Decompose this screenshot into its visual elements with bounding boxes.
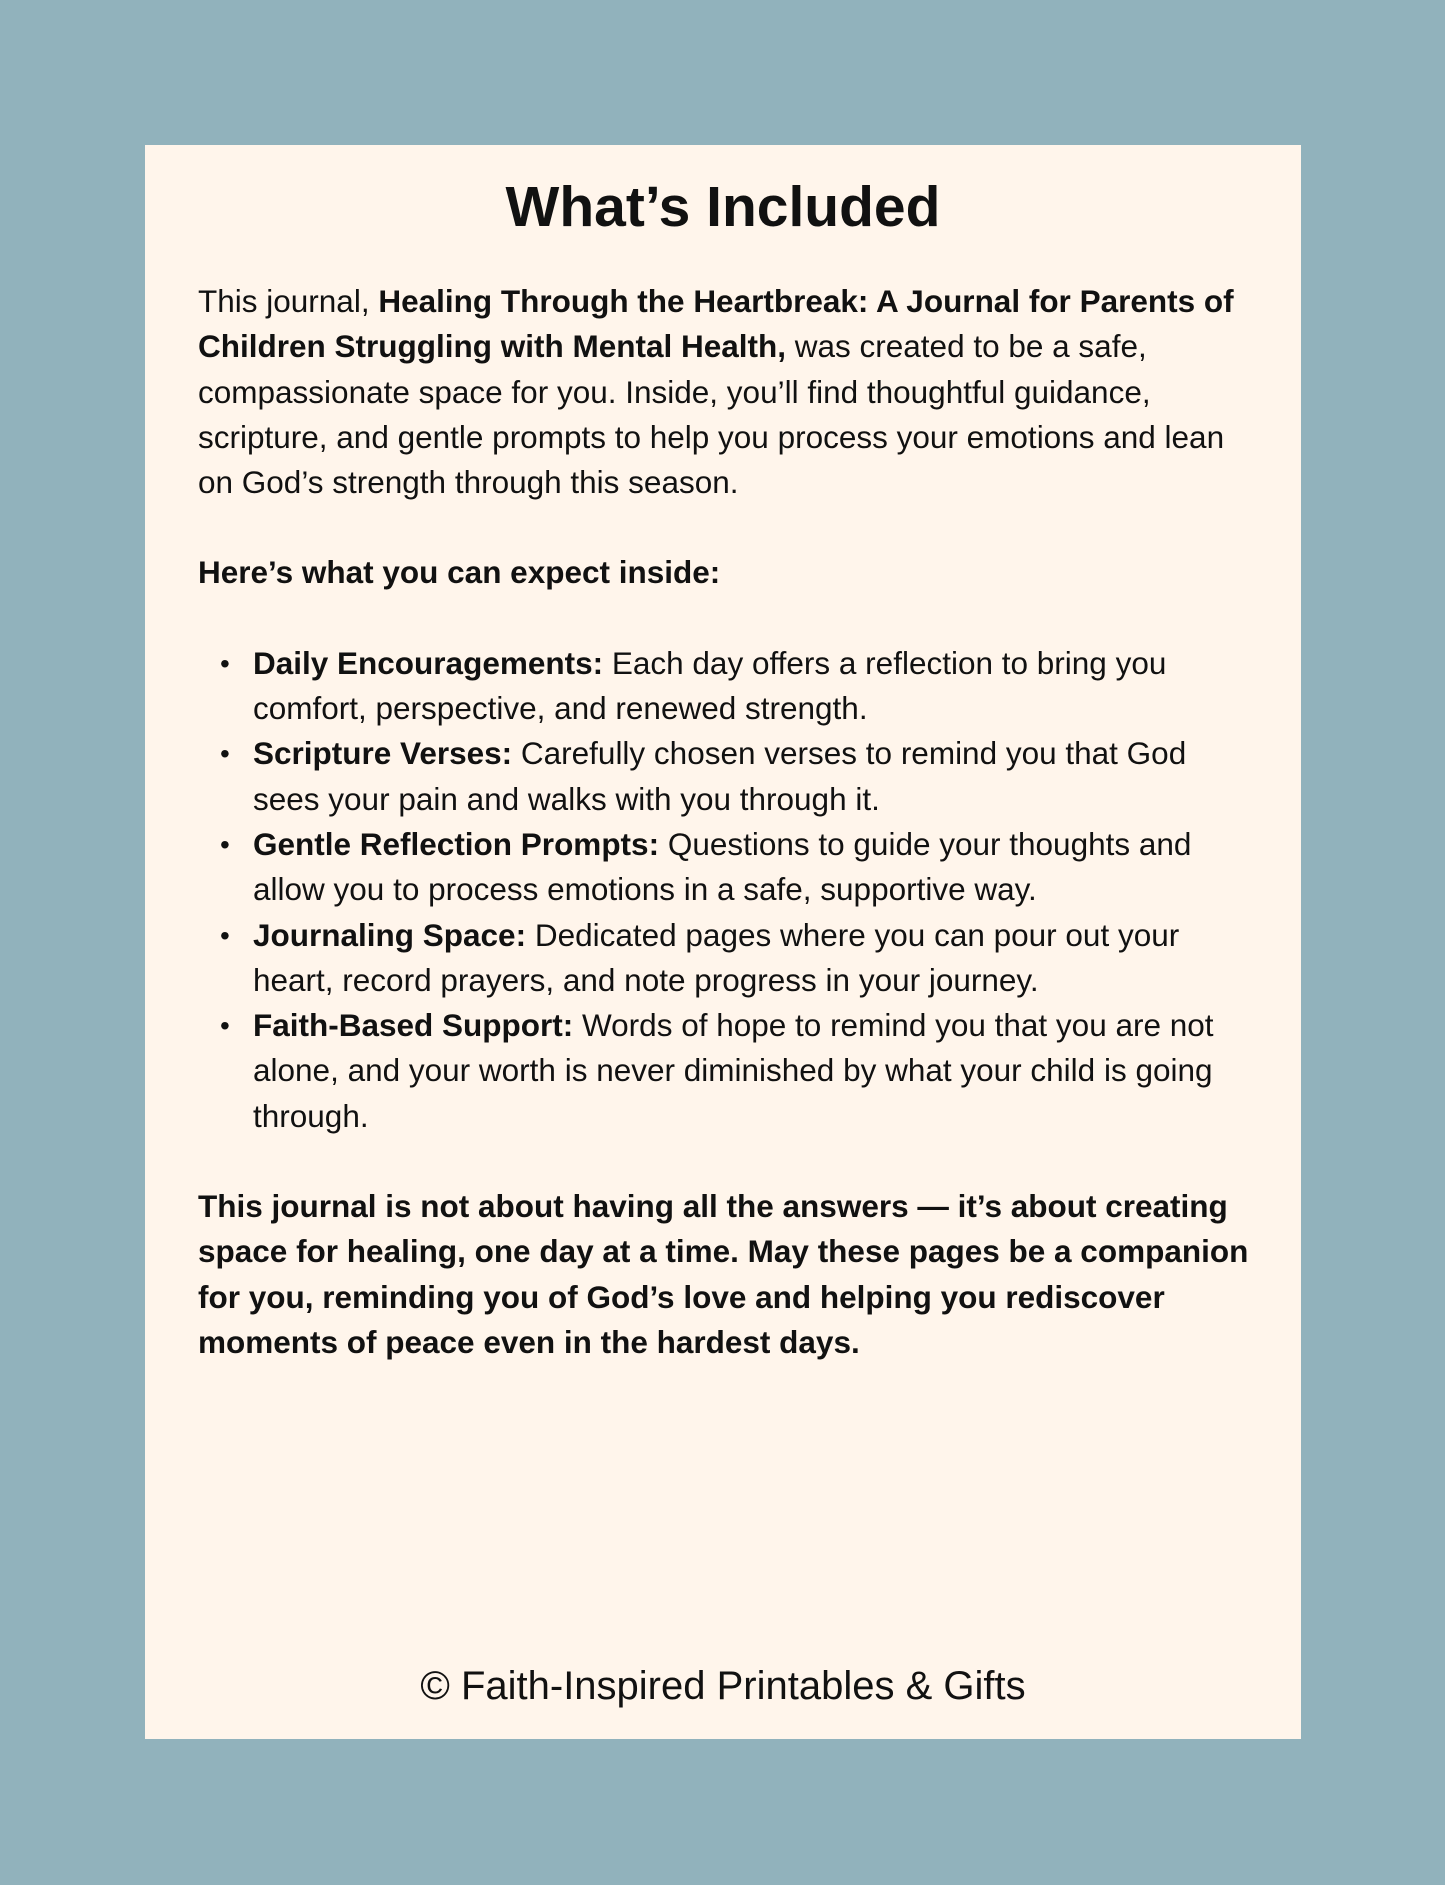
journal-name: Healing Through the Heartbreak: A Journal for Parents of Children Struggling with Mental Health, — [198, 283, 1234, 365]
bullet-icon: • — [220, 738, 230, 770]
feature-term: Gentle Reflection Prompts: — [253, 825, 660, 862]
list-item — [220, 913, 1261, 1004]
intro-rest: was created to be a safe, compassionate space for you. Inside, you’ll find thoughtful guidance, scripture, and gentle prompts to help you process your emotions and lean on God’s strength through this season. — [198, 328, 1225, 501]
page-content — [198, 279, 1261, 1365]
feature-description: Questions to guide your thoughts and allow you to process emotions in a safe, supportive way. — [253, 825, 1192, 908]
feature-term: Daily Encouragements: — [253, 644, 604, 681]
feature-list — [198, 641, 1261, 1139]
bullet-icon: • — [220, 828, 230, 860]
feature-description: Carefully chosen verses to remind you that God sees your pain and walks with you through it. — [253, 735, 1187, 817]
feature-description: Words of hope to remind you that you are not alone, and your worth is never diminished by what your child is going through. — [253, 1007, 1214, 1134]
feature-term: Journaling Space: — [253, 916, 527, 953]
feature-description: Each day offers a reflection to bring you comfort, perspective, and renewed strength. — [253, 644, 1167, 727]
bullet-icon: • — [220, 647, 230, 679]
feature-term: Scripture Verses: — [253, 735, 513, 772]
document-page — [145, 145, 1301, 1739]
feature-term: Faith-Based Support: — [253, 1007, 574, 1044]
closing-paragraph: This journal is not about having all the answers — it’s about creating space for healing, one day at a time. May these pages be a companion for you, reminding you of God’s love and helping you rediscover moments of peace even in the hardest days. — [198, 1188, 1249, 1360]
feature-description: Dedicated pages where you can pour out your heart, record prayers, and note progress in your journey. — [253, 916, 1180, 998]
list-item — [220, 641, 1261, 732]
list-item — [220, 822, 1261, 913]
page-title: What’s Included — [505, 175, 941, 239]
list-item — [220, 731, 1261, 822]
bullet-icon: • — [220, 919, 230, 951]
intro-lead: This journal, — [198, 283, 379, 319]
intro-paragraph — [198, 279, 1261, 505]
expect-heading: Here’s what you can expect inside: — [198, 554, 721, 591]
list-item — [220, 1003, 1261, 1139]
bullet-icon: • — [220, 1010, 230, 1042]
copyright-footer: © Faith-Inspired Printables & Gifts — [420, 1664, 1026, 1708]
